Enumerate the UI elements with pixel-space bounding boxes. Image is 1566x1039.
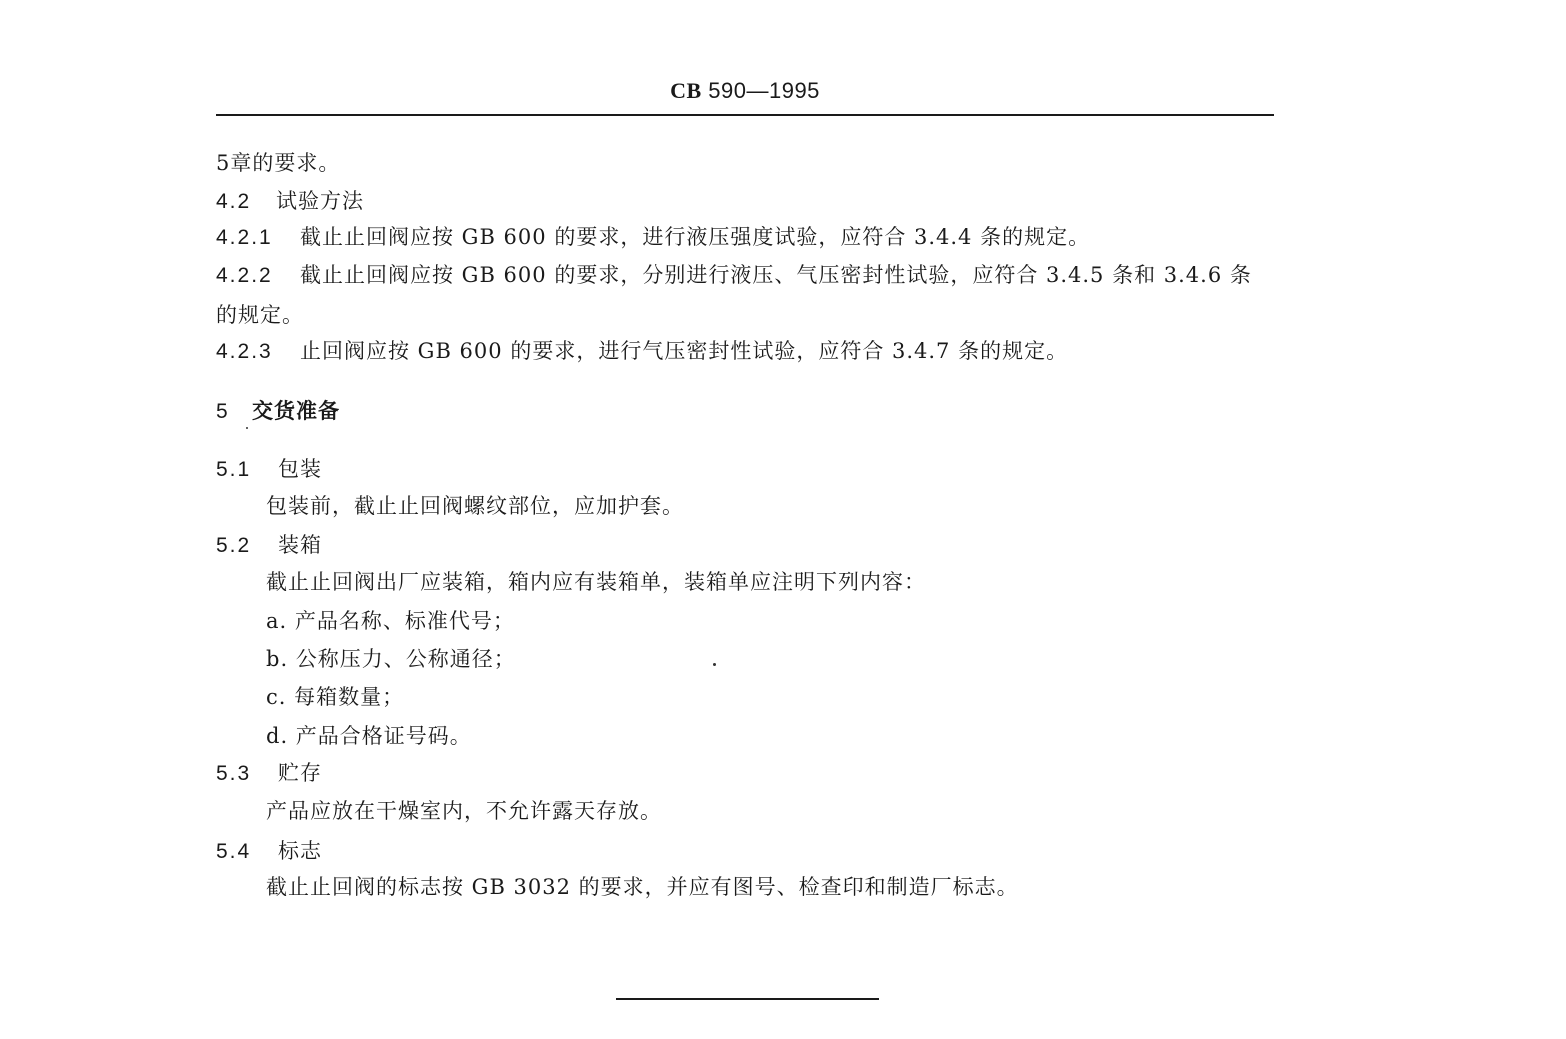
section-number: 5.2 — [216, 534, 252, 557]
list-item — [266, 646, 516, 672]
list-item-text: a. 产品名称、标准代号； — [266, 609, 515, 633]
section-5-1-text — [266, 493, 684, 519]
list-item — [266, 608, 515, 634]
section-title: 交货准备 — [252, 399, 340, 423]
section-5-2-text — [266, 569, 926, 595]
clause-number: 4.2.3 — [216, 340, 273, 363]
section-number: 5.1 — [216, 458, 252, 481]
scan-speck — [713, 663, 716, 666]
section-title: 标志 — [278, 839, 322, 863]
continuation-text: 5章的要求。 — [216, 151, 341, 175]
section-number: 4.2 — [216, 190, 252, 213]
section-5-1-heading — [216, 456, 322, 483]
clause-text: 的规定。 — [216, 303, 304, 327]
body-text: 截止止回阀的标志按 GB 3032 的要求，并应有图号、检查印和制造厂标志。 — [266, 875, 1019, 899]
clause-text: 止回阀应按 GB 600 的要求，进行气压密封性试验，应符合 3.4.7 条的规定。 — [300, 339, 1069, 363]
list-item — [266, 723, 472, 749]
section-5-4-text — [266, 874, 1019, 900]
list-item-text: b. 公称压力、公称通径； — [266, 647, 516, 671]
body-text: 包装前，截止止回阀螺纹部位，应加护套。 — [266, 494, 684, 518]
section-number: 5.4 — [216, 840, 252, 863]
clause-4-2-1 — [216, 224, 1090, 251]
clause-4-2-2 — [216, 262, 1252, 289]
standard-code-prefix: CB — [670, 78, 702, 103]
section-title: 装箱 — [278, 533, 322, 557]
clause-number: 4.2.1 — [216, 226, 273, 249]
scan-speck — [246, 427, 248, 429]
section-title: 贮存 — [278, 761, 322, 785]
section-title: 包装 — [278, 457, 322, 481]
body-text: 产品应放在干燥室内，不允许露天存放。 — [266, 799, 662, 823]
clause-number: 4.2.2 — [216, 264, 273, 287]
section-5-3-text — [266, 798, 662, 824]
list-item-text: c. 每箱数量； — [266, 685, 405, 709]
list-item-text: d. 产品合格证号码。 — [266, 724, 472, 748]
list-item — [266, 684, 404, 710]
clause-text: 截止止回阀应按 GB 600 的要求，进行液压强度试验，应符合 3.4.4 条的规定。 — [300, 225, 1091, 249]
body-text: 截止止回阀出厂应装箱，箱内应有装箱单，装箱单应注明下列内容： — [266, 570, 926, 594]
section-title: 试验方法 — [276, 189, 364, 213]
clause-4-2-3 — [216, 338, 1068, 365]
clause-text: 截止止回阀应按 GB 600 的要求，分别进行液压、气压密封性试验，应符合 3.4.5 条和 3.4.6 条 — [300, 263, 1252, 287]
section-4-2-heading — [216, 188, 364, 215]
header-rule — [216, 114, 1274, 116]
standard-code-header — [0, 78, 1490, 104]
section-5-4-heading — [216, 838, 322, 865]
section-number: 5.3 — [216, 762, 252, 785]
footer-rule — [616, 998, 879, 1000]
section-5-3-heading — [216, 760, 322, 787]
continuation-line — [216, 150, 340, 176]
section-5-2-heading — [216, 532, 322, 559]
standard-code-number: 590—1995 — [708, 78, 820, 103]
section-number: 5 — [216, 400, 230, 423]
clause-4-2-2-continuation — [216, 302, 304, 328]
section-5-heading — [216, 398, 340, 425]
